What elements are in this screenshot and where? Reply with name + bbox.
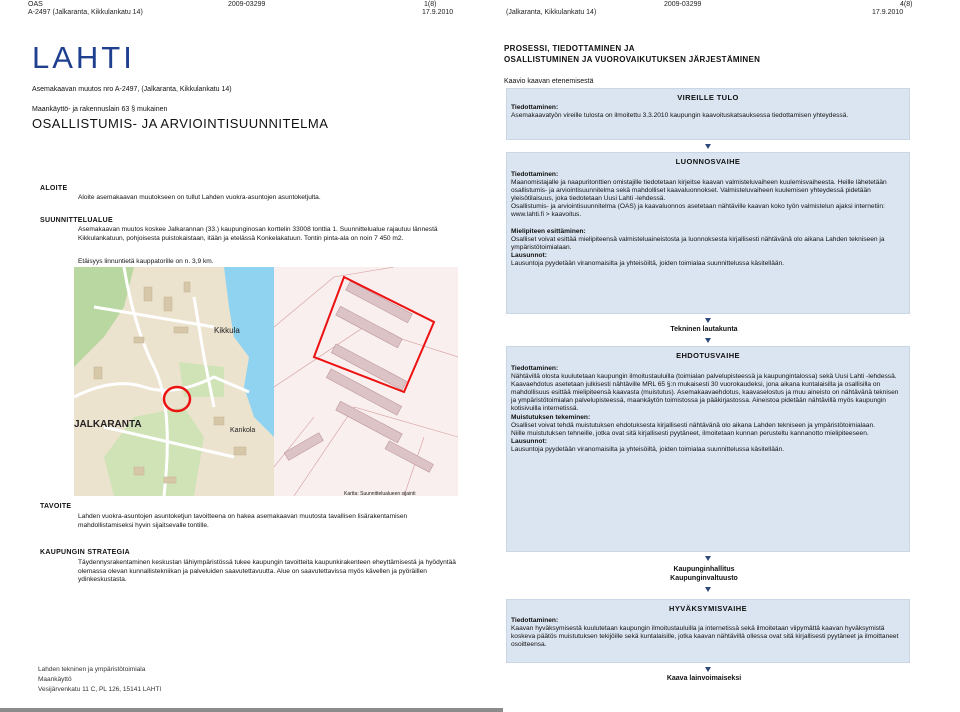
map-label-kankola: Kankola — [230, 427, 256, 434]
section-text-suunnittelualue: Asemakaavan muutos koskee Jalkarannan (33.) kaupunginosan korttelin 33008 tonttia 1. Suunnittelualue rajautuu lännestä Kikkulankatuun, pohjoisesta puistokaistaan, itään ja etelässä Konkelakatuun. Tontin pinta-ala on noin 7 450 m2. — [78, 226, 438, 242]
header-page: 4(8) — [900, 1, 913, 8]
stage-box-ehdotus — [506, 346, 910, 552]
text-oas: Osallistumis- ja arviointisuunnitelma (OAS) ja kaavaluonnos asetetaan nähtäville kaavan koko työn valmistelun ajaksi internetiin: www.lahti.fi > kaavoitus. — [511, 203, 885, 219]
text-nahtaville: Kaavaehdotus asetetaan julkisesti nähtäville MRL 65 §:n mukaisesti 30 vuorokaudeksi, jona aikana kuntalaisilla ja osallisilla on mahdollisuus esittää mielipiteensä kaavasta (muistutus). Asemakaavaehdotus, kaavaselostus ja muu aineisto on nähtävänä teknisen ja ympäristötoimialan palvelupisteessä, maankäytön toimistossa ja pääkirjastossa. Aineistoa pidetään nähtävillä myös kaupungin kotisivuilla internetissä. — [511, 381, 899, 413]
text-lausunnot: Lausuntoja pyydetään viranomaisilta ja yhteisöiltä, joiden toimialaa suunnittelussa käsitellään. — [511, 445, 785, 453]
stage-body-luonnos — [511, 171, 905, 268]
flow-arrow — [705, 338, 711, 343]
stage-body-vireille — [511, 104, 905, 120]
label-tiedottaminen: Tiedottaminen: — [511, 365, 559, 372]
section-heading-line1: PROSESSI, TIEDOTTAMINEN JA — [504, 44, 635, 53]
step-lainvoimainen: Kaava lainvoimaiseksi — [666, 675, 742, 682]
page-gap — [478, 0, 498, 712]
flow-arrow — [705, 667, 711, 672]
step-kaupunginhallitus: Kaupunginhallitus — [673, 566, 735, 573]
map-detail-graphic — [274, 267, 458, 496]
map-overview — [74, 267, 274, 496]
header-docnum: 2009-03299 — [664, 1, 702, 8]
stage-title-hyvaksymis: HYVÄKSYMISVAIHE — [669, 604, 747, 613]
label-lausunnot: Lausunnot: — [511, 437, 547, 445]
text-lausunnot: Lausuntoja pyydetään viranomaisilta ja yhteisöiltä, joiden toimialaa suunnittelussa käsitellään. — [511, 259, 785, 267]
label-tiedottaminen: Tiedottaminen: — [511, 104, 559, 111]
section-heading-aloite: ALOITE — [40, 185, 68, 192]
section-heading-strategia: KAUPUNGIN STRATEGIA — [40, 549, 130, 556]
page-title: OSALLISTUMIS- JA ARVIOINTISUUNNITELMA — [32, 116, 329, 131]
flow-arrow — [705, 318, 711, 323]
text-tiedottaminen: Maanomistajalle ja naapuritonttien omistajille tiedotetaan kirjeitse kaavan valmisteluvaiheen kuulemisvaiheesta. Heille lähetetään osallistumis- ja arviointisuunnitelma sekä mahdolliset kaavaluonnokset. Valmisteluvaiheen kuulemisen yhteydessä pidetään yleisötilaisuus, joka tiedotetaan Uusi Lahti -lehdessä. — [511, 179, 887, 203]
map-overview-graphic — [74, 267, 274, 496]
footer-unit: Maankäyttö — [38, 676, 72, 683]
label-tiedottaminen: Tiedottaminen: — [511, 171, 559, 178]
plan-subtitle: Asemakaavan muutos nro A-2497, (Jalkaranta, Kikkulankatu 14) — [32, 86, 232, 93]
header-date: 17.9.2010 — [422, 9, 454, 16]
stage-box-luonnos — [506, 152, 910, 314]
step-kaupunginvaltuusto: Kaupunginvaltuusto — [670, 575, 738, 582]
text-tiedottaminen: Nähtävillä olosta kuulutetaan kaupungin ilmoitustauluilla (toimialan palvelupisteessä ja kaupungintalossa) sekä Uusi Lahti -lehdessä. — [511, 373, 897, 381]
section-text-aloite: Aloite asemakaavan muutokseen on tullut Lahden vuokra-asuntojen asuntoketjulta. — [78, 194, 321, 201]
footer-org: Lahden tekninen ja ympäristötoimiala — [38, 666, 146, 673]
header-code: OAS — [28, 1, 43, 8]
step-tekninen-lautakunta: Tekninen lautakunta — [670, 326, 738, 333]
viewer-bottom-bar — [0, 708, 503, 712]
text-tiedottaminen: Asemakaavatyön vireille tulosta on ilmoitettu 3.3.2010 kaupungin kaavoituskatsauksessa tiedottamisen yhteydessä. — [511, 112, 849, 120]
header-ref: A-2497 (Jalkaranta, Kikkulankatu 14) — [28, 9, 143, 16]
label-muistutus: Muistutuksen tekeminen: — [511, 413, 591, 421]
stage-title-ehdotus: EHDOTUSVAIHE — [676, 351, 740, 360]
text-tiedottaminen: Kaavan hyväksymisestä kuulutetaan kaupungin ilmoitustauluilla ja internetissä sekä ilmoitetaan viipymättä kaavan hyväksymistä koskeva päätös muistutuksen tekijöille sekä kuntalaisille, jotka kaavan nähtävillä ollessa ovat sitä kirjallisesti pyytäneet ja ilmoittaneet osoitteensa. — [511, 625, 899, 649]
law-reference: Maankäyttö- ja rakennuslain 63 § mukainen — [32, 106, 168, 113]
flow-arrow — [705, 144, 711, 149]
location-map — [74, 267, 458, 496]
text-muistutus: Osalliset voivat tehdä muistutuksen ehdotuksesta kirjallisesti nähtävänä olo aikana Lahden tekniseen ja ympäristötoimialaan. — [511, 421, 875, 429]
stage-body-ehdotus — [511, 365, 905, 454]
flow-arrow — [705, 556, 711, 561]
document-page-1 — [0, 0, 478, 712]
text-kannanotto: Niille muistutuksen tehneille, jotka ovat sitä kirjallisesti pyytäneet, ilmoitetaan kunnan perusteltu kannanotto mielipiteeseen. — [511, 429, 869, 437]
text-mielipide: Osalliset voivat esittää mielipiteensä valmisteluaineistosta ja luonnoksesta kirjallisesti nähtävänä olo aikana Lahden tekniseen ja ympäristötoimialaan. — [511, 235, 885, 251]
flow-intro: Kaavio kaavan etenemisestä — [504, 78, 594, 85]
flow-arrow — [705, 587, 711, 592]
stage-box-vireille — [506, 88, 910, 140]
map-label-kikkula: Kikkula — [214, 326, 240, 335]
section-text-tavoite: Lahden vuokra-asuntojen asuntoketjun tavoitteena on hakea asemakaavan muutosta tavallisen lisärakentamisen mahdollistamiseksi hyvin sijaitsevalle tontille. — [78, 513, 408, 529]
header-ref: (Jalkaranta, Kikkulankatu 14) — [506, 9, 597, 16]
stage-title-vireille: VIREILLE TULO — [677, 93, 739, 102]
map-detail — [274, 267, 458, 496]
section-heading-tavoite: TAVOITE — [40, 503, 72, 510]
stage-title-luonnos: LUONNOSVAIHE — [675, 157, 741, 166]
label-mielipide: Mielipiteen esittäminen: — [511, 227, 586, 235]
stage-box-hyvaksymis — [506, 599, 910, 663]
footer-address: Vesijärvenkatu 11 C, PL 126, 15141 LAHTI — [38, 686, 162, 693]
label-lausunnot: Lausunnot: — [511, 251, 547, 259]
map-caption: Kartta: Suunnittelualueen sijainti — [344, 491, 416, 497]
map-label-jalkaranta: JALKARANTA — [74, 419, 142, 430]
label-tiedottaminen: Tiedottaminen: — [511, 617, 559, 624]
section-text-distance: Etäisyys linnuntietä kauppatorille on n. 3,9 km. — [78, 258, 214, 265]
document-page-4 — [498, 0, 960, 712]
header-date: 17.9.2010 — [872, 9, 904, 16]
section-heading-line2: OSALLISTUMINEN JA VUOROVAIKUTUKSEN JÄRJESTÄMINEN — [504, 55, 761, 64]
section-text-strategia: Täydennysrakentaminen keskustan lähiympäristössä tukee kaupungin tavoitteita kaupunkirakenteen eheyttämisestä ja hyödyntää olemassa olevan kunnallistekniikan ja palveluiden saavutettavuutta. Alue on saavutettavissa myös kävellen ja pyöräillen ydinkeskustasta. — [78, 559, 456, 583]
header-page: 1(8) — [424, 1, 437, 8]
section-heading-suunnittelualue: SUUNNITTELUALUE — [40, 217, 113, 224]
stage-body-hyvaksymis — [511, 617, 905, 649]
header-docnum: 2009-03299 — [228, 1, 266, 8]
lahti-logo: LAHTI — [32, 40, 135, 75]
